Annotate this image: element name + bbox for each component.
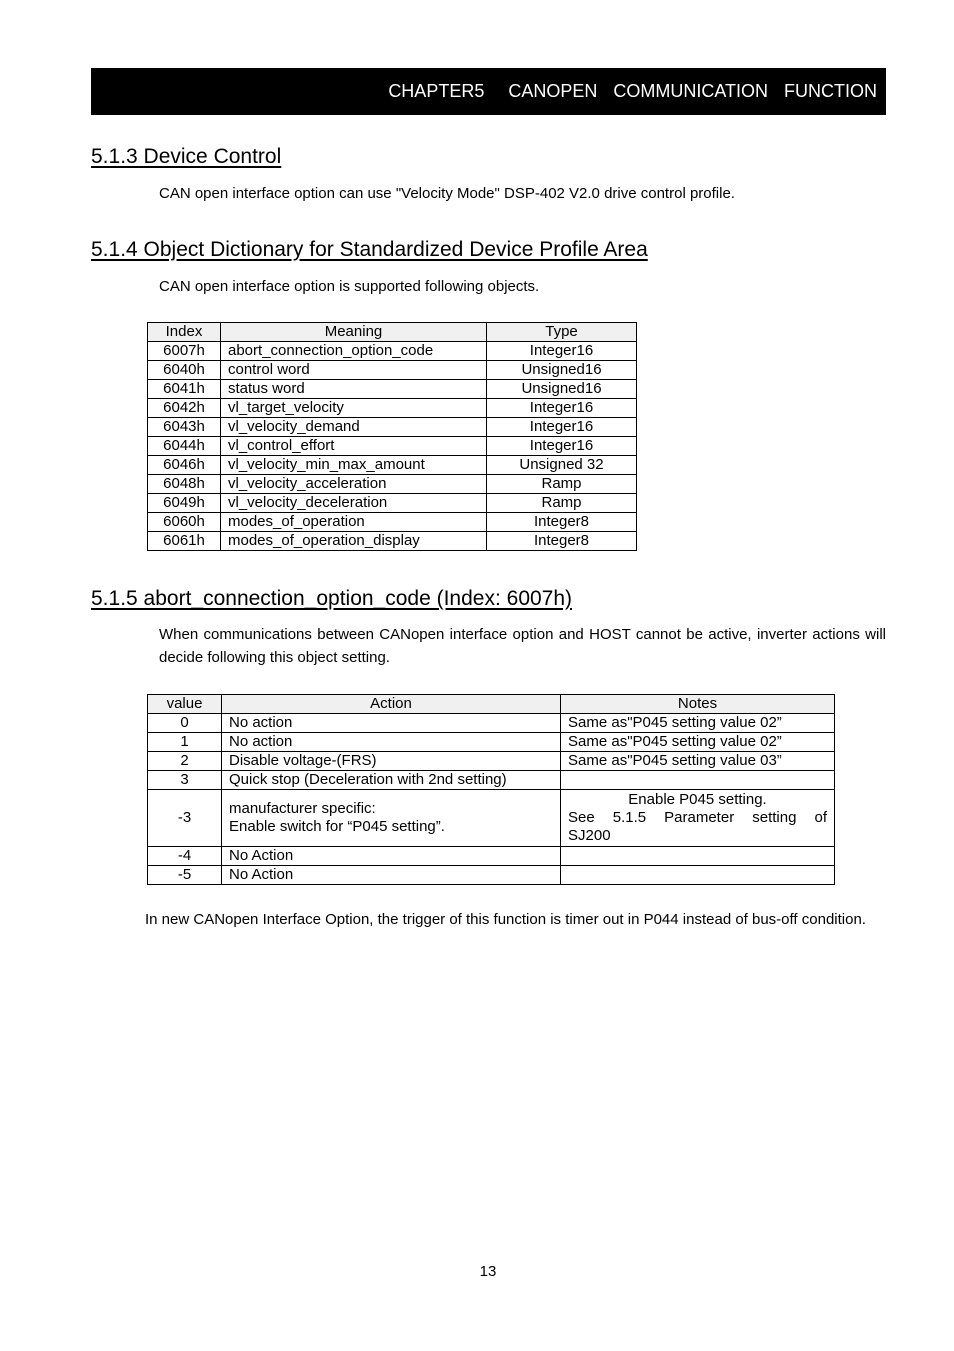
table-row <box>148 361 637 380</box>
action-cell: No action <box>222 733 561 752</box>
table-row <box>148 399 637 418</box>
notes-cell <box>561 790 835 847</box>
notes-line: Enable P045 setting. <box>628 791 767 808</box>
table-row <box>148 866 835 885</box>
action-cell <box>222 790 561 847</box>
type-cell: Integer8 <box>487 513 637 532</box>
table-row <box>148 342 637 361</box>
page-number: 13 <box>479 1263 497 1280</box>
action-line: Enable switch for “P045 setting”. <box>229 818 445 835</box>
table-header-row <box>148 323 637 342</box>
table-row <box>148 494 637 513</box>
column-header: Action <box>222 695 561 714</box>
type-cell: Integer16 <box>487 342 637 361</box>
meaning-cell: vl_velocity_deceleration <box>221 494 487 513</box>
meaning-cell: modes_of_operation_display <box>221 532 487 551</box>
action-cell: Disable voltage-(FRS) <box>222 752 561 771</box>
value-cell: 2 <box>148 752 222 771</box>
type-cell: Integer8 <box>487 532 637 551</box>
type-cell: Unsigned16 <box>487 361 637 380</box>
table-row <box>148 790 835 847</box>
action-cell: No action <box>222 714 561 733</box>
type-cell: Unsigned16 <box>487 380 637 399</box>
action-cell: No Action <box>222 847 561 866</box>
index-cell: 6044h <box>148 437 221 456</box>
meaning-cell: vl_control_effort <box>221 437 487 456</box>
section-title-5-1-4: 5.1.4 Object Dictionary for Standardized Device Profile Area <box>91 238 648 261</box>
table-header-row <box>148 695 835 714</box>
action-cell: Quick stop (Deceleration with 2nd setting) <box>222 771 561 790</box>
column-header: Index <box>148 323 221 342</box>
table-row <box>148 752 835 771</box>
notes-cell <box>561 771 835 790</box>
column-header: Notes <box>561 695 835 714</box>
value-cell: -4 <box>148 847 222 866</box>
table-row <box>148 714 835 733</box>
table-row <box>148 733 835 752</box>
column-header: Type <box>487 323 637 342</box>
meaning-cell: modes_of_operation <box>221 513 487 532</box>
table-row <box>148 513 637 532</box>
value-cell: 1 <box>148 733 222 752</box>
object-dictionary-table <box>147 322 637 551</box>
index-cell: 6041h <box>148 380 221 399</box>
index-cell: 6060h <box>148 513 221 532</box>
index-cell: 6043h <box>148 418 221 437</box>
type-cell: Integer16 <box>487 437 637 456</box>
action-line: manufacturer specific: <box>229 800 376 817</box>
meaning-cell: vl_velocity_acceleration <box>221 475 487 494</box>
type-cell: Ramp <box>487 494 637 513</box>
notes-line: See 5.1.5 Parameter setting of <box>568 809 827 826</box>
section-5-1-5-footnote: In new CANopen Interface Option, the trigger of this function is timer out in P044 instead of bus-off condition. <box>145 911 866 928</box>
notes-cell: Same as"P045 setting value 02” <box>561 714 835 733</box>
notes-line: SJ200 <box>568 827 611 844</box>
meaning-cell: vl_target_velocity <box>221 399 487 418</box>
index-cell: 6007h <box>148 342 221 361</box>
table-row <box>148 475 637 494</box>
index-cell: 6049h <box>148 494 221 513</box>
notes-cell <box>561 847 835 866</box>
meaning-cell: control word <box>221 361 487 380</box>
meaning-cell: abort_connection_option_code <box>221 342 487 361</box>
index-cell: 6046h <box>148 456 221 475</box>
type-cell: Integer16 <box>487 418 637 437</box>
index-cell: 6042h <box>148 399 221 418</box>
table-row <box>148 418 637 437</box>
type-cell: Unsigned 32 <box>487 456 637 475</box>
index-cell: 6048h <box>148 475 221 494</box>
column-header: value <box>148 695 222 714</box>
table-row <box>148 847 835 866</box>
action-cell: No Action <box>222 866 561 885</box>
section-title-5-1-5: 5.1.5 abort_connection_option_code (Index: 6007h) <box>91 587 573 610</box>
index-cell: 6040h <box>148 361 221 380</box>
table-row <box>148 380 637 399</box>
section-title-5-1-3: 5.1.3 Device Control <box>91 145 282 168</box>
abort-action-table <box>147 694 835 885</box>
table-row <box>148 532 637 551</box>
meaning-cell: status word <box>221 380 487 399</box>
chapter-title: CHAPTER5 CANOPEN COMMUNICATION FUNCTION <box>388 81 877 101</box>
index-cell: 6061h <box>148 532 221 551</box>
notes-cell: Same as"P045 setting value 03” <box>561 752 835 771</box>
table-row <box>148 437 637 456</box>
type-cell: Integer16 <box>487 399 637 418</box>
section-5-1-4-body: CAN open interface option is supported following objects. <box>159 278 540 295</box>
value-cell: -5 <box>148 866 222 885</box>
table-row <box>148 771 835 790</box>
type-cell: Ramp <box>487 475 637 494</box>
value-cell: -3 <box>148 790 222 847</box>
section-5-1-5-body: When communications between CANopen interface option and HOST cannot be active, inverter actions will decide following this object setting. <box>159 626 886 666</box>
meaning-cell: vl_velocity_min_max_amount <box>221 456 487 475</box>
value-cell: 0 <box>148 714 222 733</box>
column-header: Meaning <box>221 323 487 342</box>
section-5-1-3-body: CAN open interface option can use "Velocity Mode" DSP-402 V2.0 drive control profile. <box>159 185 735 202</box>
notes-cell <box>561 866 835 885</box>
table-row <box>148 456 637 475</box>
notes-cell: Same as"P045 setting value 02” <box>561 733 835 752</box>
meaning-cell: vl_velocity_demand <box>221 418 487 437</box>
chapter-header-bar <box>91 68 886 115</box>
value-cell: 3 <box>148 771 222 790</box>
